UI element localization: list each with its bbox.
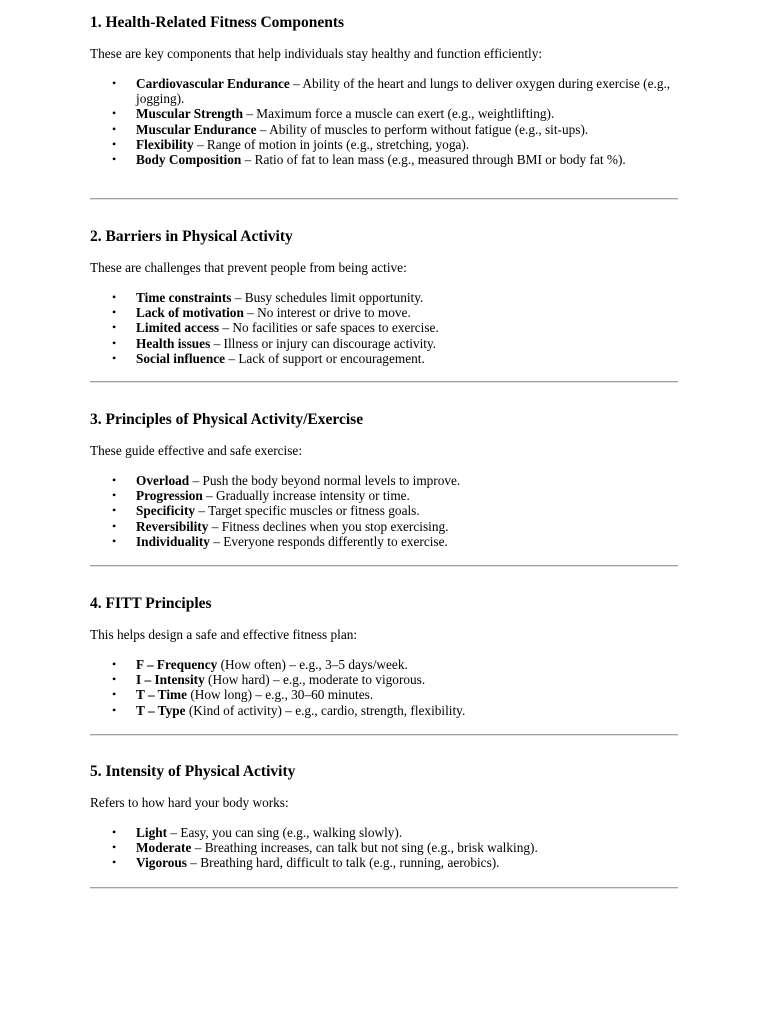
item-term: Body Composition xyxy=(136,152,242,168)
item-term: T – Time xyxy=(136,687,187,703)
item-description: – Ability of the heart and lungs to deliver oxygen during exercise (e.g., jogging). xyxy=(136,76,671,107)
item-description: – Breathing hard, difficult to talk (e.g., running, aerobics). xyxy=(186,855,500,871)
section-intro: These guide effective and safe exercise: xyxy=(90,443,303,458)
bullet-icon: • xyxy=(112,121,117,136)
item-term: Overload xyxy=(136,473,190,488)
item-term: Cardiovascular Endurance xyxy=(136,76,290,91)
item-description: – Gradually increase intensity or time. xyxy=(202,488,410,504)
item-description: – No facilities or safe spaces to exercise. xyxy=(219,320,439,336)
item-description: – Push the body beyond normal levels to improve. xyxy=(189,473,461,488)
section-title: 1. Health-Related Fitness Components xyxy=(90,14,345,31)
section-divider xyxy=(90,887,678,889)
bullet-icon: • xyxy=(112,473,117,487)
section-principles xyxy=(90,411,678,549)
item-term: Limited access xyxy=(136,320,220,336)
section-intro: Refers to how hard your body works: xyxy=(90,795,289,810)
section-divider xyxy=(90,198,678,200)
item-term: Progression xyxy=(136,488,203,504)
list-item xyxy=(90,840,678,855)
item-description: (How often) – e.g., 3–5 days/week. xyxy=(217,657,408,672)
item-term: Lack of motivation xyxy=(136,305,244,321)
list-item xyxy=(90,336,678,351)
list-item xyxy=(90,473,678,488)
bullet-icon: • xyxy=(112,76,117,90)
item-term: Vigorous xyxy=(136,855,187,871)
list-item xyxy=(90,76,678,106)
item-list xyxy=(90,290,678,366)
item-description: – Ability of muscles to perform without fatigue (e.g., sit-ups). xyxy=(256,121,589,137)
bullet-icon: • xyxy=(112,657,117,671)
list-item xyxy=(90,137,678,152)
bullet-icon: • xyxy=(112,136,117,151)
item-description: – Fitness declines when you stop exercising. xyxy=(208,518,449,534)
list-item xyxy=(90,106,678,121)
list-item xyxy=(90,534,678,549)
section-divider xyxy=(90,381,678,383)
bullet-icon: • xyxy=(112,518,117,533)
bullet-icon: • xyxy=(112,320,117,335)
item-term: Muscular Endurance xyxy=(136,121,257,137)
list-item xyxy=(90,488,678,503)
list-item xyxy=(90,351,678,366)
section-divider xyxy=(90,734,678,736)
item-description: – Maximum force a muscle can exert (e.g., weightlifting). xyxy=(243,106,555,122)
list-item xyxy=(90,657,678,672)
bullet-icon: • xyxy=(112,488,117,503)
section-title: 4. FITT Principles xyxy=(90,595,212,612)
item-description: – Lack of support or encouragement. xyxy=(225,350,425,366)
item-term: T – Type xyxy=(136,702,186,718)
section-divider xyxy=(90,565,678,567)
list-item xyxy=(90,290,678,305)
item-list xyxy=(90,825,678,871)
section-title: 3. Principles of Physical Activity/Exercise xyxy=(90,411,364,428)
item-term: Light xyxy=(136,825,168,840)
item-description: – Range of motion in joints (e.g., stretching, yoga). xyxy=(193,136,470,152)
bullet-icon: • xyxy=(112,305,117,320)
item-description: – Illness or injury can discourage activity. xyxy=(210,335,437,351)
item-description: (How long) – e.g., 30–60 minutes. xyxy=(187,687,374,703)
item-description: – Breathing increases, can talk but not sing (e.g., brisk walking). xyxy=(191,840,538,856)
bullet-icon: • xyxy=(112,290,117,304)
item-term: Reversibility xyxy=(136,518,209,534)
item-description: – Busy schedules limit opportunity. xyxy=(231,290,424,305)
item-description: – Target specific muscles or fitness goals. xyxy=(195,503,420,519)
list-item xyxy=(90,825,678,840)
list-item xyxy=(90,503,678,518)
bullet-icon: • xyxy=(112,687,117,702)
bullet-icon: • xyxy=(112,840,117,855)
item-term: Individuality xyxy=(136,533,210,549)
item-term: Flexibility xyxy=(136,136,194,152)
section-fitt-principles xyxy=(90,595,678,718)
section-health-related-fitness xyxy=(90,14,678,167)
item-description: (Kind of activity) – e.g., cardio, strength, flexibility. xyxy=(185,702,466,718)
item-list xyxy=(90,76,678,167)
item-term: Time constraints xyxy=(136,290,232,305)
bullet-icon: • xyxy=(112,335,117,350)
item-term: Muscular Strength xyxy=(136,106,243,122)
list-item xyxy=(90,687,678,702)
list-item xyxy=(90,672,678,687)
bullet-icon: • xyxy=(112,672,117,687)
bullet-icon: • xyxy=(112,533,117,548)
list-item xyxy=(90,152,678,167)
section-intensity xyxy=(90,763,678,871)
bullet-icon: • xyxy=(112,702,117,717)
item-term: Specificity xyxy=(136,503,196,519)
list-item xyxy=(90,305,678,320)
item-term: Health issues xyxy=(136,335,211,351)
list-item xyxy=(90,519,678,534)
item-list xyxy=(90,657,678,718)
list-item xyxy=(90,320,678,335)
section-intro: These are key components that help individuals stay healthy and function efficiently: xyxy=(90,46,543,61)
item-term: F – Frequency xyxy=(136,657,218,672)
item-term: I – Intensity xyxy=(136,672,205,688)
section-title: 2. Barriers in Physical Activity xyxy=(90,228,293,245)
item-description: – Ratio of fat to lean mass (e.g., measured through BMI or body fat %). xyxy=(241,152,626,168)
bullet-icon: • xyxy=(112,825,117,839)
list-item xyxy=(90,122,678,137)
list-item xyxy=(90,703,678,718)
list-item xyxy=(90,855,678,870)
bullet-icon: • xyxy=(112,350,117,365)
section-barriers xyxy=(90,228,678,366)
item-term: Social influence xyxy=(136,350,226,366)
section-intro: These are challenges that prevent people from being active: xyxy=(90,260,407,275)
bullet-icon: • xyxy=(112,503,117,518)
section-intro: This helps design a safe and effective fitness plan: xyxy=(90,627,358,642)
bullet-icon: • xyxy=(112,152,117,167)
item-description: – Everyone responds differently to exercise. xyxy=(209,533,448,549)
bullet-icon: • xyxy=(112,106,117,121)
item-description: (How hard) – e.g., moderate to vigorous. xyxy=(204,672,426,688)
item-description: – No interest or drive to move. xyxy=(243,305,411,321)
bullet-icon: • xyxy=(112,855,117,870)
item-list xyxy=(90,473,678,549)
item-term: Moderate xyxy=(136,840,192,856)
section-title: 5. Intensity of Physical Activity xyxy=(90,763,296,780)
item-description: – Easy, you can sing (e.g., walking slowly). xyxy=(167,825,403,840)
